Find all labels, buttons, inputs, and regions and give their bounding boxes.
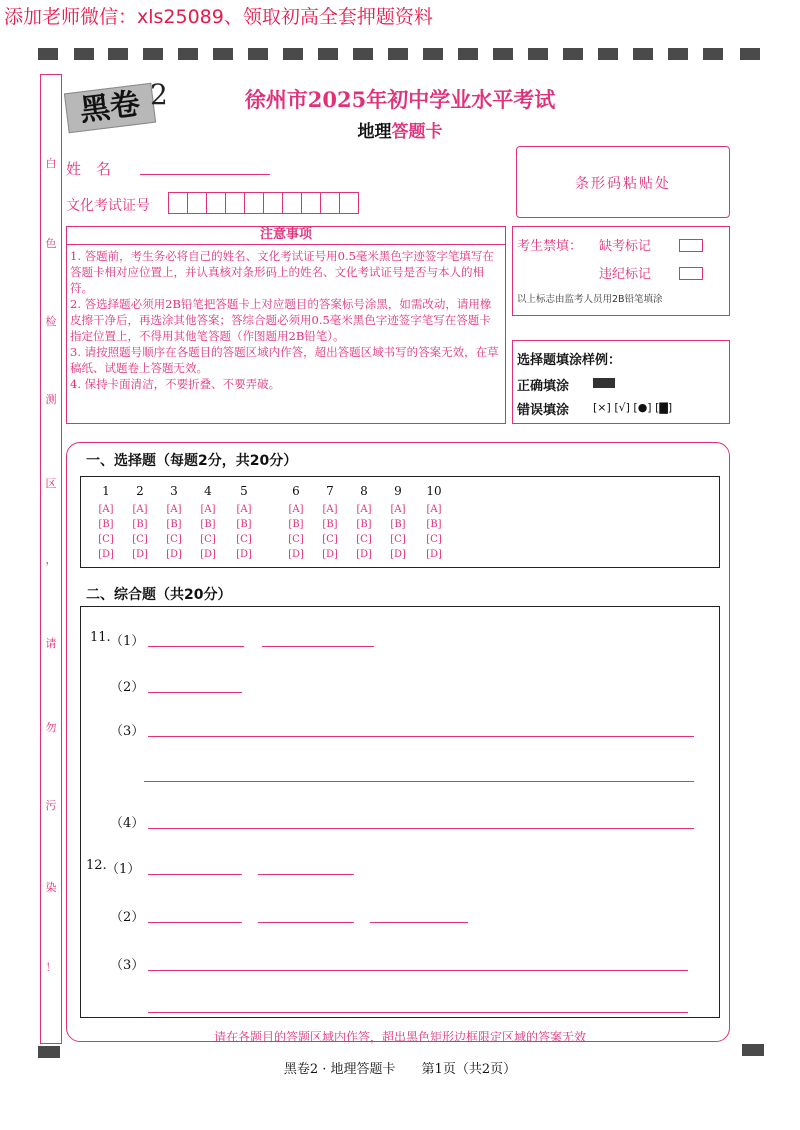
proctor-box [512,226,730,316]
timing-mark [668,48,688,60]
choice-bubble[interactable]: [D] [322,549,338,560]
timing-mark [248,48,268,60]
q11-part-1-label: （1） [110,634,145,649]
timing-mark [598,48,618,60]
choice-bubble[interactable]: [A] [356,504,372,515]
q12-3-blank-line2[interactable] [148,1012,688,1013]
choice-bubble[interactable]: [C] [356,534,372,545]
q11-part-4-label: （4） [110,816,145,831]
absent-label: 缺考标记 [599,239,652,254]
choice-bubble[interactable]: [C] [322,534,338,545]
timing-mark [74,48,94,60]
timing-mark [38,48,58,60]
page-footer: 黑卷2 · 地理答题卡 第1页（共2页） [283,1062,517,1077]
choice-bubble[interactable]: [B] [390,519,406,530]
choice-question-number: 7 [326,484,334,498]
timing-mark [423,48,443,60]
q12-number: 12. [86,858,107,873]
q11-3-blank-line1[interactable] [148,736,694,737]
timing-mark [108,48,128,60]
timing-mark [528,48,548,60]
choice-bubble[interactable]: [A] [426,504,442,515]
absent-mark-box[interactable] [679,239,703,252]
choice-question-number: 5 [240,484,248,498]
q12-2-blank-a[interactable] [148,922,242,923]
timing-mark [633,48,653,60]
timing-mark [178,48,198,60]
choice-bubble[interactable]: [D] [98,549,114,560]
sample-title: 选择题填涂样例： [517,353,622,368]
q11-3-blank-line2[interactable] [144,781,694,782]
choice-section-title: 一、选择题（每题2分，共20分） [86,453,298,469]
choice-bubble[interactable]: [B] [132,519,148,530]
choice-question-number: 1 [102,484,110,498]
choice-question-number: 6 [292,484,300,498]
choice-bubble[interactable]: [D] [236,549,252,560]
side-char: ！ [45,961,57,974]
q12-2-blank-b[interactable] [258,922,354,923]
timing-mark [353,48,373,60]
choice-bubble[interactable]: [D] [356,549,372,560]
timing-mark [213,48,233,60]
barcode-area [516,146,730,218]
name-label: 姓 名 [66,160,112,178]
notes-title: 注意事项 [66,226,506,245]
exam-id-boxes[interactable] [168,192,364,214]
card-subtitle [0,117,800,142]
choice-bubble[interactable]: [A] [200,504,216,515]
q11-1-blank-b[interactable] [262,646,374,647]
note-item: 3. 请按照题号顺序在各题目的答题区域内作答，超出答题区域书写的答案无效，在草稿纸、试题卷上答题无效。 [70,345,499,375]
choice-bubble[interactable]: [D] [288,549,304,560]
choice-question-number: 3 [170,484,178,498]
choice-bubble[interactable]: [B] [200,519,216,530]
q12-part-2-label: （2） [110,910,145,925]
subject-name: 地理 [357,122,392,142]
timing-mark [563,48,583,60]
timing-mark [283,48,303,60]
proctor-label: 考生禁填： [517,239,583,254]
wrong-fill-label: 错误填涂 [517,403,570,418]
timing-mark [388,48,408,60]
choice-question-number: 8 [360,484,368,498]
choice-bubble[interactable]: [A] [322,504,338,515]
choice-bubble[interactable]: [A] [98,504,114,515]
q12-1-blank-b[interactable] [258,874,354,875]
choice-bubble[interactable]: [B] [426,519,442,530]
choice-bubble[interactable]: [A] [288,504,304,515]
note-item: 1. 答题前，考生务必将自己的姓名、文化考试证号用0.5毫米黑色字迹签字笔填写在答题卡相对应位置上，并认真核对条形码上的姓名、文化考试证号是否与本人的相符。 [70,249,494,295]
choice-bubble[interactable]: [D] [166,549,182,560]
choice-bubble[interactable]: [C] [426,534,442,545]
name-field[interactable] [140,174,270,175]
choice-bubble[interactable]: [A] [236,504,252,515]
correct-fill-label: 正确填涂 [517,379,570,394]
choice-bubble[interactable]: [D] [132,549,148,560]
notes-list [70,248,502,392]
choice-bubble[interactable]: [A] [132,504,148,515]
choice-bubble[interactable]: [B] [236,519,252,530]
q11-part-2-label: （2） [110,680,145,695]
wrong-fill-samples: [×] [√] [●] [▇] [593,401,673,414]
q11-part-3-label: （3） [110,724,145,739]
side-detection-strip [40,74,62,1044]
choice-bubble[interactable]: [B] [98,519,114,530]
side-char: 色 [45,237,57,250]
timing-mark [458,48,478,60]
q11-number: 11. [90,630,111,645]
side-char: ， [45,553,57,566]
choice-bubble[interactable]: [D] [390,549,406,560]
q12-2-blank-c[interactable] [370,922,468,923]
timing-mark [703,48,723,60]
timing-mark [318,48,338,60]
note-item: 4. 保持卡面清洁，不要折叠、不要弄破。 [70,377,281,391]
q12-part-3-label: （3） [110,958,145,973]
choice-question-number: 4 [204,484,212,498]
choice-bubble[interactable]: [A] [390,504,406,515]
correct-fill-sample [593,378,615,388]
side-char: 区 [45,477,57,490]
side-char: 请 [45,637,57,650]
choice-bubble[interactable]: [D] [426,549,442,560]
violation-mark-box[interactable] [679,267,703,280]
choice-bubble[interactable]: [C] [236,534,252,545]
side-char: 白 [45,157,57,170]
exam-id-label: 文化考试证号 [66,198,150,214]
choice-bubble[interactable]: [B] [288,519,304,530]
choice-bubble[interactable]: [B] [322,519,338,530]
q11-4-blank[interactable] [148,828,694,829]
q12-3-blank-line1[interactable] [148,970,688,971]
fill-sample-box [512,340,730,424]
choice-bubble[interactable]: [C] [166,534,182,545]
comp-section-title: 二、综合题（共20分） [86,587,232,603]
timing-mark [143,48,163,60]
timing-mark [740,48,760,60]
violation-label: 违纪标记 [599,267,652,282]
exam-title: 徐州市2025年初中学业水平考试 [244,87,556,112]
choice-bubble[interactable]: [B] [166,519,182,530]
q11-1-blank-a[interactable] [148,646,244,647]
choice-bubble[interactable]: [C] [390,534,406,545]
side-char: 污 [45,799,57,812]
watermark-text: 添加老师微信：xls25089、领取初高全套押题资料 [4,6,433,28]
choice-bubble[interactable]: [C] [200,534,216,545]
timing-mark [742,1044,764,1056]
choice-bubble[interactable]: [C] [288,534,304,545]
side-char: 测 [45,393,57,406]
proctor-note: 以上标志由监考人员用2B铅笔填涂 [517,294,663,305]
timing-mark [493,48,513,60]
side-char: 检 [45,315,57,328]
answer-region-note: 请在各题目的答题区域内作答，超出黑色矩形边框限定区域的答案无效 [213,1030,586,1044]
q12-part-1-label: （1） [106,862,141,877]
choice-question-number: 2 [136,484,144,498]
note-item: 2. 答选择题必须用2B铅笔把答题卡上对应题目的答案标号涂黑，如需改动，请用橡皮擦干净后，再选涂其他答案；答综合题必须用0.5毫米黑色字迹签字笔写在答题卡指定位置上，不得用其他笔答题（作图题用2B铅笔）。 [70,297,492,343]
choice-question-number: 9 [394,484,402,498]
barcode-label: 条形码粘贴处 [575,176,671,192]
paper-badge-number: 2 [150,78,168,111]
paper-badge: 黑卷 [64,83,156,133]
side-char: 勿 [45,721,57,734]
choice-bubble[interactable]: [C] [98,534,114,545]
choice-bubble[interactable]: [A] [166,504,182,515]
q12-1-blank-a[interactable] [148,874,242,875]
timing-mark [38,1046,60,1058]
comp-answer-box [80,606,720,1018]
choice-bubble[interactable]: [C] [132,534,148,545]
choice-bubble[interactable]: [B] [356,519,372,530]
q11-2-blank[interactable] [148,692,242,693]
card-type: 答题卡 [391,122,443,142]
choice-question-number: 10 [426,484,442,498]
side-char: 染 [45,881,57,894]
choice-bubble[interactable]: [D] [200,549,216,560]
